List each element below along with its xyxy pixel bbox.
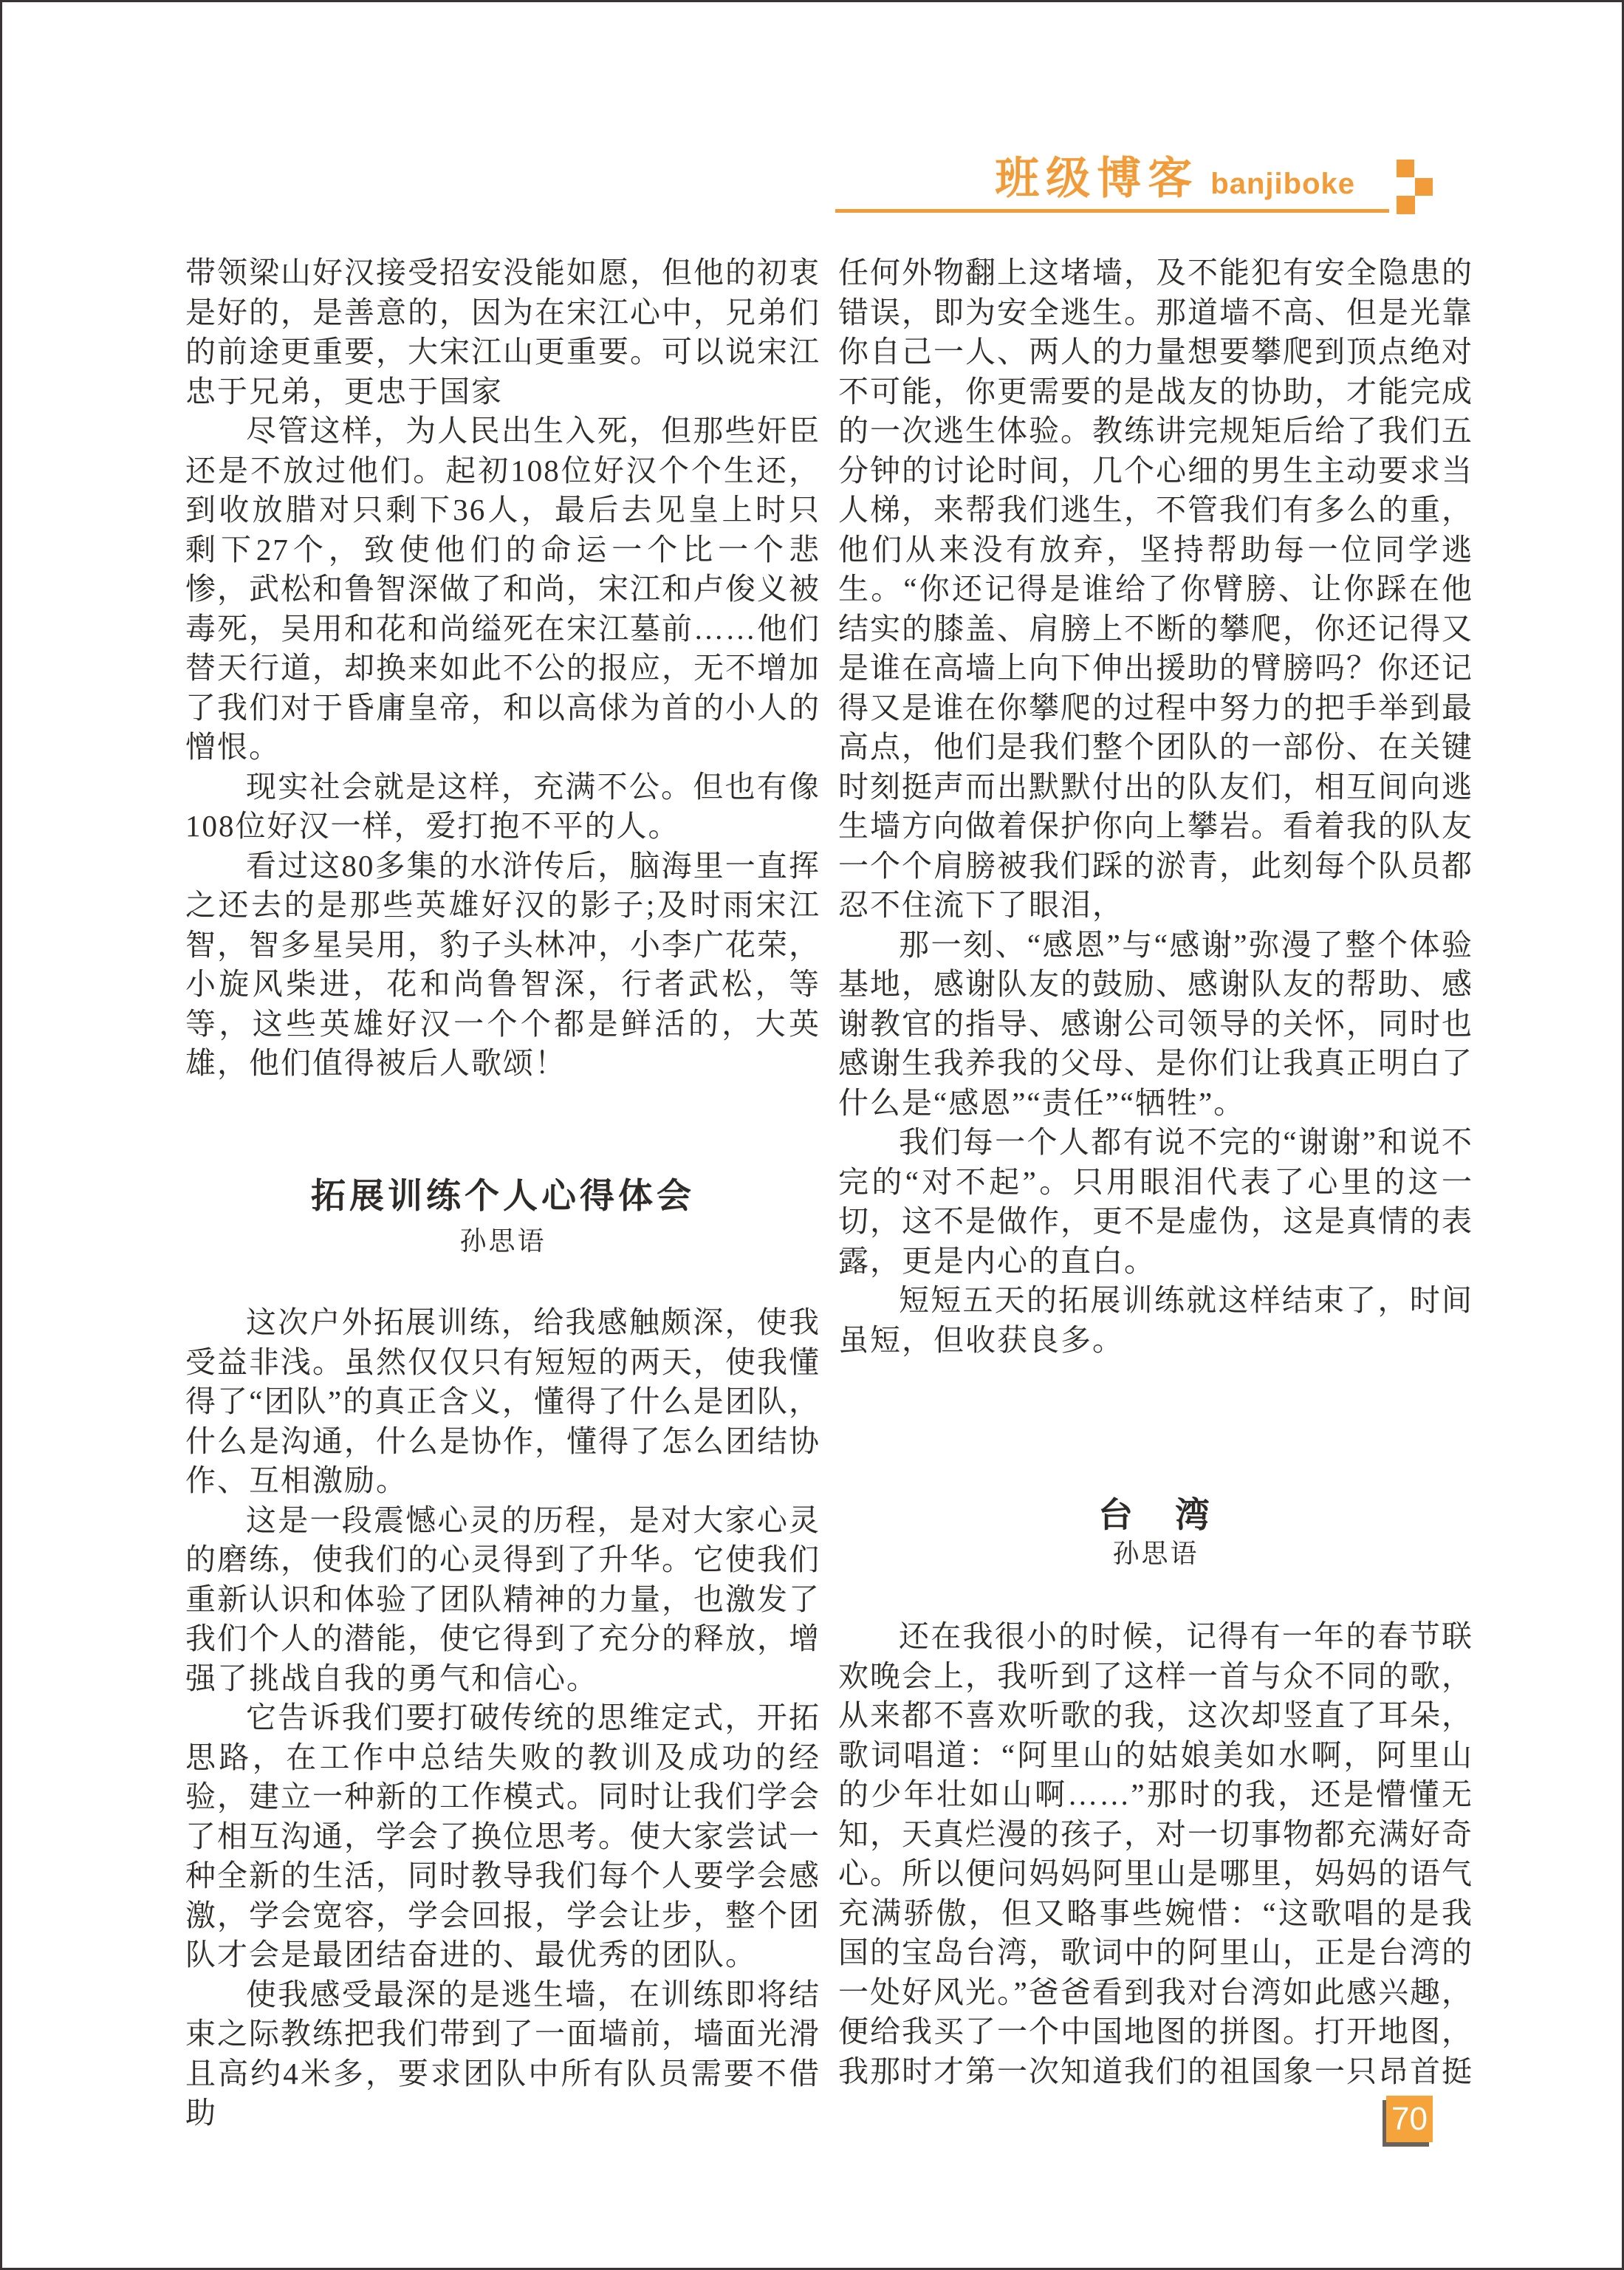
article-author: 孙思语	[1112, 1539, 1199, 1568]
paragraph: 我们每一个人都有说不完的“谢谢”和说不完的“对不起”。只用眼泪代表了心里的这一切，这不是做作，更不是虚伪，这是真情的表露，更是内心的直白。	[838, 1125, 1473, 1278]
paragraph: 带领梁山好汉接受招安没能如愿，但他的初衷是好的，是善意的，因为在宋江心中，兄弟们的前途更重要，大宋江山更重要。可以说宋江忠于兄弟，更忠于国家	[185, 256, 820, 408]
text-block-tuozhan	[185, 1303, 820, 2133]
paragraph: 它告诉我们要打破传统的思维定式，开拓思路，在工作中总结失败的教训及成功的经验，建立一种新的工作模式。同时让我们学会了相互沟通，学会了换位思考。使大家尝试一种全新的生活，同时教导我们每个人要学会感激，学会宽容，学会回报，学会让步，整个团队才会是最团结奋进的、最优秀的团队。	[185, 1700, 820, 1972]
article-author: 孙思语	[459, 1226, 547, 1256]
paragraph: 这是一段震憾心灵的历程，是对大家心灵的磨练，使我们的心灵得到了升华。它使我们重新认识和体验了团队精神的力量，也激发了我们个人的潜能，使它得到了充分的释放，增强了挑战自我的勇气和信心。	[185, 1502, 820, 1695]
paragraph: 任何外物翻上这堵墙，及不能犯有安全隐患的错误，即为安全逃生。那道墙不高、但是光靠你自己一人、两人的力量想要攀爬到顶点绝对不可能，你更需要的是战友的协助，才能完成的一次逃生体验。教练讲完规矩后给了我们五分钟的讨论时间，几个心细的男生主动要求当人梯，来帮我们逃生，不管我们有多么的重，他们从来没有放弃，坚持帮助每一位同学逃生。“你还记得是谁给了你臂膀、让你踩在他结实的膝盖、肩膀上不断的攀爬，你还记得又是谁在高墙上向下伸出援助的臂膀吗？你还记得又是谁在你攀爬的过程中努力的把手举到最高点，他们是我们整个团队的一部份、在关键时刻挺声而出默默付出的队友们，相互间向逃生墙方向做着保护你向上攀岩。看着我的队友一个个肩膀被我们踩的淤青，此刻每个队员都忍不住流下了眼泪，	[838, 256, 1473, 922]
text-block-tuozhan-cont	[838, 253, 1473, 1360]
paragraph: 那一刻、“感恩”与“感谢”弥漫了整个体验基地，感谢队友的鼓励、感谢队友的帮助、感谢教官的指导、感谢公司领导的关怀，同时也感谢生我养我的父母、是你们让我真正明白了什么是“感恩”“责任”“牺牲”。	[838, 927, 1473, 1120]
page-number-badge: 70	[1386, 2096, 1433, 2142]
column-banner-pinyin: banjiboke	[1210, 168, 1355, 200]
paragraph: 这次户外拓展训练，给我感触颇深，使我受益非浅。虽然仅仅只有短短的两天，使我懂得了“团队”的真正含义，懂得了什么是团队，什么是沟通，什么是协作，懂得了怎么团结协作、互相激励。	[185, 1305, 820, 1497]
right-column	[838, 2, 1473, 2268]
article-title-tuozhan: 拓展训练个人心得体会	[311, 1177, 695, 1216]
paragraph: 尽管这样，为人民出生入死，但那些奸臣还是不放过他们。起初108位好汉个个生还，到收放腊对只剩下36人，最后去见皇上时只剩下27个，致使他们的命运一个比一个悲惨，武松和鲁智深做了和尚，宋江和卢俊义被毒死，吴用和花和尚缢死在宋江墓前……他们替天行道，却换来如此不公的报应，无不增加了我们对于昏庸皇帝，和以高俅为首的小人的憎恨。	[185, 414, 820, 764]
paragraph: 短短五天的拓展训练就这样结束了，时间虽短，但收获良多。	[838, 1283, 1473, 1357]
column-banner-title: 班级博客	[995, 154, 1199, 203]
paragraph: 现实社会就是这样，充满不公。但也有像108位好汉一样，爱打抱不平的人。	[185, 769, 820, 843]
article-title-taiwan: 台 湾	[1098, 1497, 1213, 1535]
paragraph: 看过这80多集的水浒传后，脑海里一直挥之还去的是那些英雄好汉的影子;及时雨宋江智，智多星吴用，豹子头林冲，小李广花荣，小旋风柴进，花和尚鲁智深，行者武松，等等，这些英雄好汉一个个都是鲜活的，大英雄，他们值得被后人歌颂！	[185, 848, 820, 1080]
text-block-watermargin	[185, 253, 820, 1084]
paragraph: 还在我很小的时候，记得有一年的春节联欢晚会上，我听到了这样一首与众不同的歌，从来都不喜欢听歌的我，这次却竖直了耳朵，歌词唱道：“阿里山的姑娘美如水啊，阿里山的少年壮如山啊……”那时的我，还是懵懂无知，天真烂漫的孩子，对一切事物都充满好奇心。所以便问妈妈阿里山是哪里，妈妈的语气充满骄傲，但又略事些婉惜：“这歌唱的是我国的宝岛台湾，歌词中的阿里山，正是台湾的一处好风光。”爸爸看到我对台湾如此感兴趣，便给我买了一个中国地图的拼图。打开地图，我那时才第一次知道我们的祖国象一只昂首挺	[838, 1619, 1473, 2088]
paragraph: 使我感受最深的是逃生墙，在训练即将结束之际教练把我们带到了一面墙前，墙面光滑且高约4米多，要求团队中所有队员需要不借助	[185, 1977, 820, 2130]
left-column	[185, 2, 820, 2268]
text-block-taiwan	[838, 1617, 1473, 2091]
